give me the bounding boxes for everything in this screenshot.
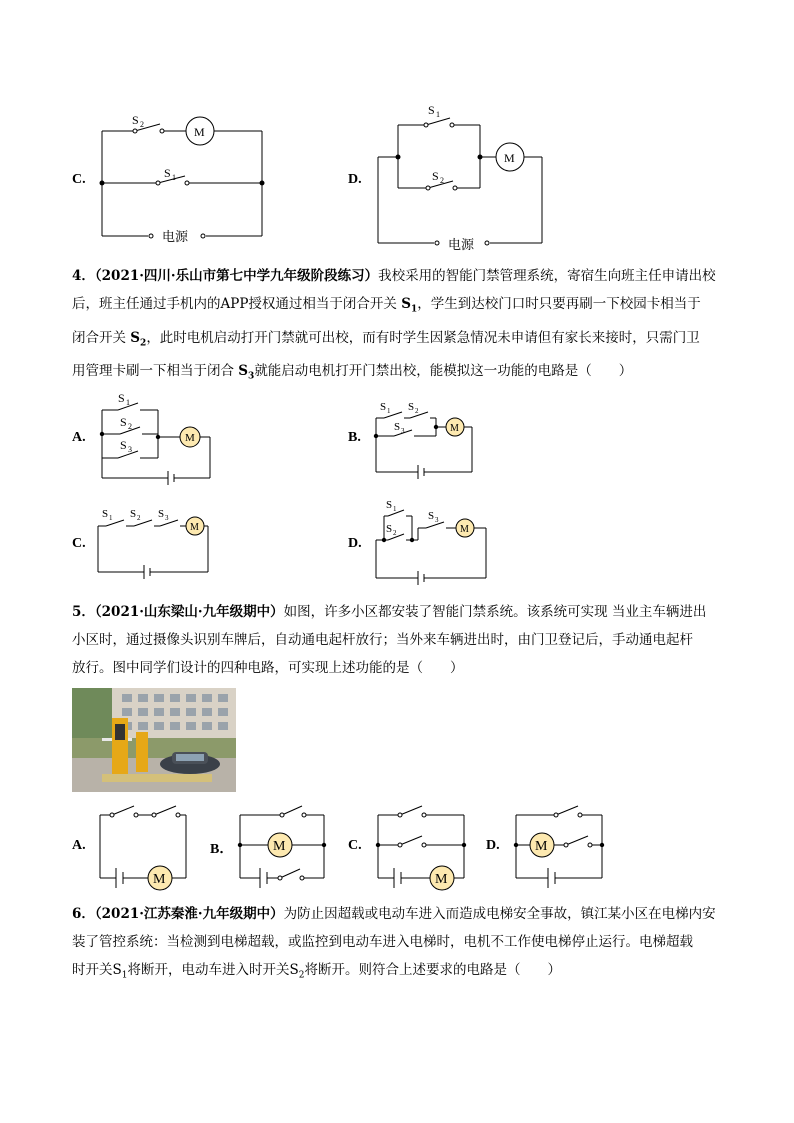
question-number: 5 xyxy=(72,604,82,620)
q5-option-c-label: C. xyxy=(348,838,362,853)
svg-text:S: S xyxy=(158,508,165,520)
q4-option-d-label: D. xyxy=(348,536,362,551)
gate-photo xyxy=(72,688,236,792)
svg-text:S: S xyxy=(120,438,127,452)
c-s2-label: S xyxy=(132,113,139,127)
power-source-label: 电源 xyxy=(162,229,189,244)
svg-text:2: 2 xyxy=(415,407,419,415)
q5-option-b-label: B． xyxy=(210,842,234,857)
svg-text:3: 3 xyxy=(401,427,405,435)
svg-text:S: S xyxy=(130,508,137,520)
question-source: （2021·四川·乐山市第七中学九年级阶段练习） xyxy=(94,268,379,284)
motor-icon: M xyxy=(273,839,286,854)
svg-text:S: S xyxy=(408,401,415,413)
q4-option-b-label: B. xyxy=(348,430,361,445)
question-number: 6 xyxy=(72,906,82,922)
svg-text:3: 3 xyxy=(435,516,439,524)
motor-icon: M xyxy=(535,839,548,854)
svg-text:2: 2 xyxy=(137,514,141,522)
svg-text:S: S xyxy=(386,499,393,511)
d-s1-label: S xyxy=(428,103,435,117)
motor-icon: M xyxy=(185,432,195,444)
question-source: （2021·山东梁山·九年级期中） xyxy=(94,604,284,620)
svg-text:1: 1 xyxy=(387,407,391,415)
svg-text:2: 2 xyxy=(393,529,397,537)
svg-text:S: S xyxy=(102,508,109,520)
svg-text:3: 3 xyxy=(128,445,132,454)
svg-text:S: S xyxy=(120,415,127,429)
svg-text:1: 1 xyxy=(172,173,176,182)
c-s1-label: S xyxy=(164,166,171,180)
d-s2-label: S xyxy=(432,169,439,183)
question-source: （2021·江苏秦淮·九年级期中） xyxy=(94,906,284,922)
svg-text:S: S xyxy=(380,401,387,413)
svg-text:1: 1 xyxy=(126,398,130,407)
option-c-label: C. xyxy=(72,172,86,187)
q4-option-c-label: C. xyxy=(72,536,86,551)
motor-icon: M xyxy=(194,125,205,139)
motor-icon: M xyxy=(435,872,448,887)
q4-option-a-label: A. xyxy=(72,430,86,445)
svg-text:1: 1 xyxy=(109,514,113,522)
motor-icon: M xyxy=(153,872,166,887)
svg-text:S: S xyxy=(118,391,125,405)
svg-text:S: S xyxy=(386,523,393,535)
motor-icon: M xyxy=(190,522,199,533)
svg-text:3: 3 xyxy=(165,514,169,522)
svg-text:S: S xyxy=(394,421,401,433)
option-d-label: D. xyxy=(348,172,362,187)
svg-text:2: 2 xyxy=(140,120,144,129)
q5-option-d-label: D. xyxy=(486,838,500,853)
svg-text:1: 1 xyxy=(436,110,440,119)
motor-icon: M xyxy=(504,151,515,165)
power-source-label: 电源 xyxy=(448,237,475,252)
svg-text:2: 2 xyxy=(128,422,132,431)
question-6-text: 6．（2021·江苏秦淮·九年级期中）为防止因超载或电动车进入而造成电梯安全事故，镇江某小区在电梯内安 装了管控系统：当检测到电梯超载，或监控到电动车进入电梯时，电机不工作使电梯停止运行。电梯超载 时开关$S_1$将断开，电动车进入时开关$S_2$将断开。则符合上述要求的电路是（ ） xyxy=(72,906,716,981)
question-5-text: 5．（2021·山东梁山·九年级期中）如图，许多小区都安装了智能门禁系统。该系统可实现 当业主车辆进出 小区时，通过摄像头识别车牌后，自动通电起杆放行；当外来车辆进出时，由门卫登记后，手动通电起杆 放行。图中同学们设计的四种电路，可实现上述功能的是（ ） xyxy=(72,604,707,676)
q5-option-a-label: A. xyxy=(72,838,86,853)
svg-text:S: S xyxy=(428,510,435,522)
svg-text:1: 1 xyxy=(393,505,397,513)
motor-icon: M xyxy=(450,423,459,434)
svg-text:2: 2 xyxy=(440,176,444,185)
question-4-text: 4．（2021·四川·乐山市第七中学九年级阶段练习）我校采用的智能门禁管理系统，寄宿生向班主任申请出校 后，班主任通过手机内的APP授权通过相当于闭合开关 $S_1$，学生到达校门口时只要再刷一下校园卡相当于 闭合开关 $S_2$，此时电机启动打开门禁就可出校，而有时学生因紧急情况未申请但有家长来接时，只需门卫 用管理卡刷一下相当于闭合 $S_3$就能启动电机打开门禁出校，能模拟这一功能的电路是（ ） xyxy=(72,268,716,383)
question-number: 4 xyxy=(72,268,82,284)
motor-icon: M xyxy=(460,524,469,535)
